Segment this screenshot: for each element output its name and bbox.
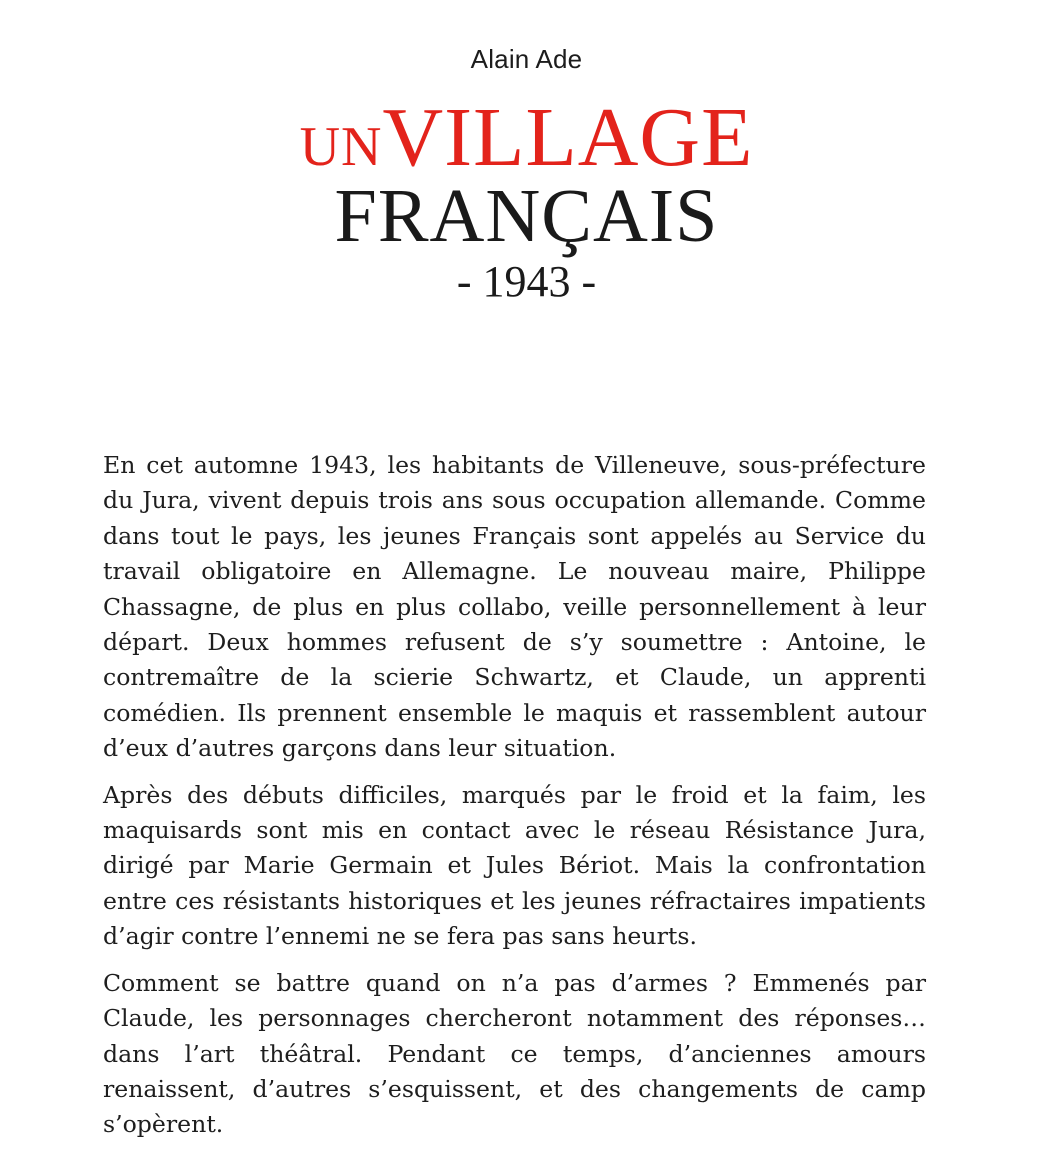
author-name: Alain Ade [470, 44, 583, 74]
synopsis-paragraph-1: En cet automne 1943, les habitants de Villeneuve, sous-préfecture du Jura, vivent depuis trois ans sous occupation allemande. Comme dans tout le pays, les jeunes Français sont appelés au Service du travail obligatoire en Allemagne. Le nouveau maire, Philippe Chassagne, de plus en plus collabo, veille personnellement à leur départ. Deux hommes refusent de s’y soumettre : Antoine, le contremaître de la scierie Schwartz, et Claude, un apprenti comédien. Ils prennent ensemble le maquis et rassemblent autour d’eux d’autres garçons dans leur situation. [103, 451, 926, 763]
title-line-1 [0, 91, 1053, 184]
title-francais: FRANÇAIS [334, 174, 719, 258]
synopsis-paragraph-3: Comment se battre quand on n’a pas d’armes ? Emmenés par Claude, les personnages chercheront notamment des réponses… dans l’art théâtral. Pendant ce temps, d’anciennes amours renaissent, d’autres s’esquissent, et des changements de camp s’opèrent. [103, 968, 926, 1139]
title-year: - 1943 - [456, 257, 597, 306]
synopsis-text [103, 448, 926, 1154]
synopsis-paragraph-2: Après des débuts difficiles, marqués par le froid et la faim, les maquisards sont mis en contact avec le réseau Résistance Jura, dirigé par Marie Germain et Jules Bériot. Mais la confrontation entre ces résistants historiques et les jeunes réfractaires impatients d’agir contre l’ennemi ne se fera pas sans heurts. [103, 780, 926, 951]
title-un: UN [299, 116, 383, 178]
title-village: VILLAGE [382, 91, 754, 184]
book-title [0, 91, 1053, 306]
